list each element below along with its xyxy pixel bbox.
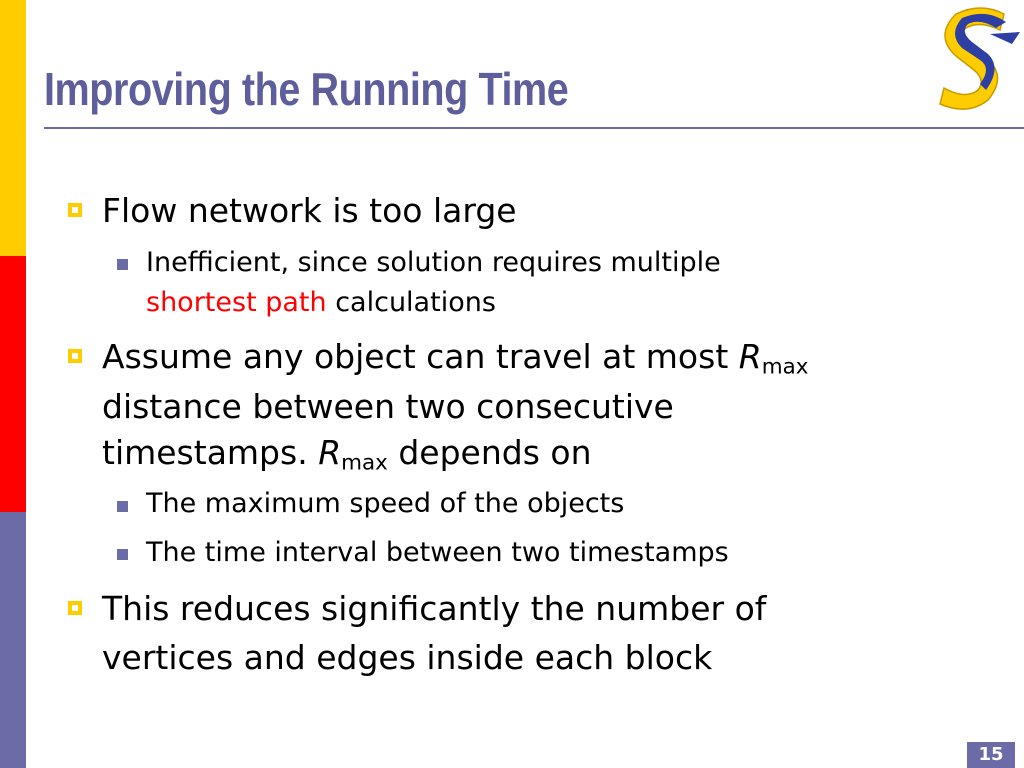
bullet-2-2-text: The time interval between two timestamps (146, 537, 729, 568)
bullet-2-line-3 (102, 433, 592, 476)
bullet-2-line-2: distance between two consecutive (102, 387, 674, 426)
bullet-square-icon (68, 349, 88, 369)
bullet-1-text: Flow network is too large (102, 191, 517, 230)
bullet-1-1-line-2-rest: calculations (326, 287, 496, 318)
r-subscript: max (761, 354, 809, 380)
sub-bullet-icon (117, 259, 128, 270)
sub-bullet-icon (117, 501, 128, 512)
bullet-square-icon (68, 203, 88, 223)
bullet-3-line-1: This reduces significantly the number of (102, 589, 767, 628)
bullet-1-1-line-1: Inefficient, since solution requires multiple (146, 247, 721, 278)
highlight-shortest-path: shortest path (146, 287, 327, 318)
sub-bullet-icon (117, 549, 128, 560)
bullet-1-1-line-2 (146, 289, 496, 316)
bullet-2-line-1 (102, 337, 809, 380)
r-symbol: R (738, 337, 762, 376)
bullet-2-line-3-suffix: depends on (387, 433, 592, 472)
bullet-2-1-text: The maximum speed of the objects (146, 488, 625, 519)
r-symbol: R (318, 433, 342, 472)
page-number: 15 (967, 742, 1015, 768)
bullet-square-icon (68, 601, 88, 621)
bullet-3-line-2: vertices and edges inside each block (102, 638, 713, 677)
slide-title: Improving the Running Time (44, 63, 569, 115)
bullet-2-line-3-prefix: timestamps. (102, 433, 319, 472)
r-subscript: max (341, 450, 388, 476)
bullet-2-line-1-prefix: Assume any object can travel at most (102, 337, 739, 376)
